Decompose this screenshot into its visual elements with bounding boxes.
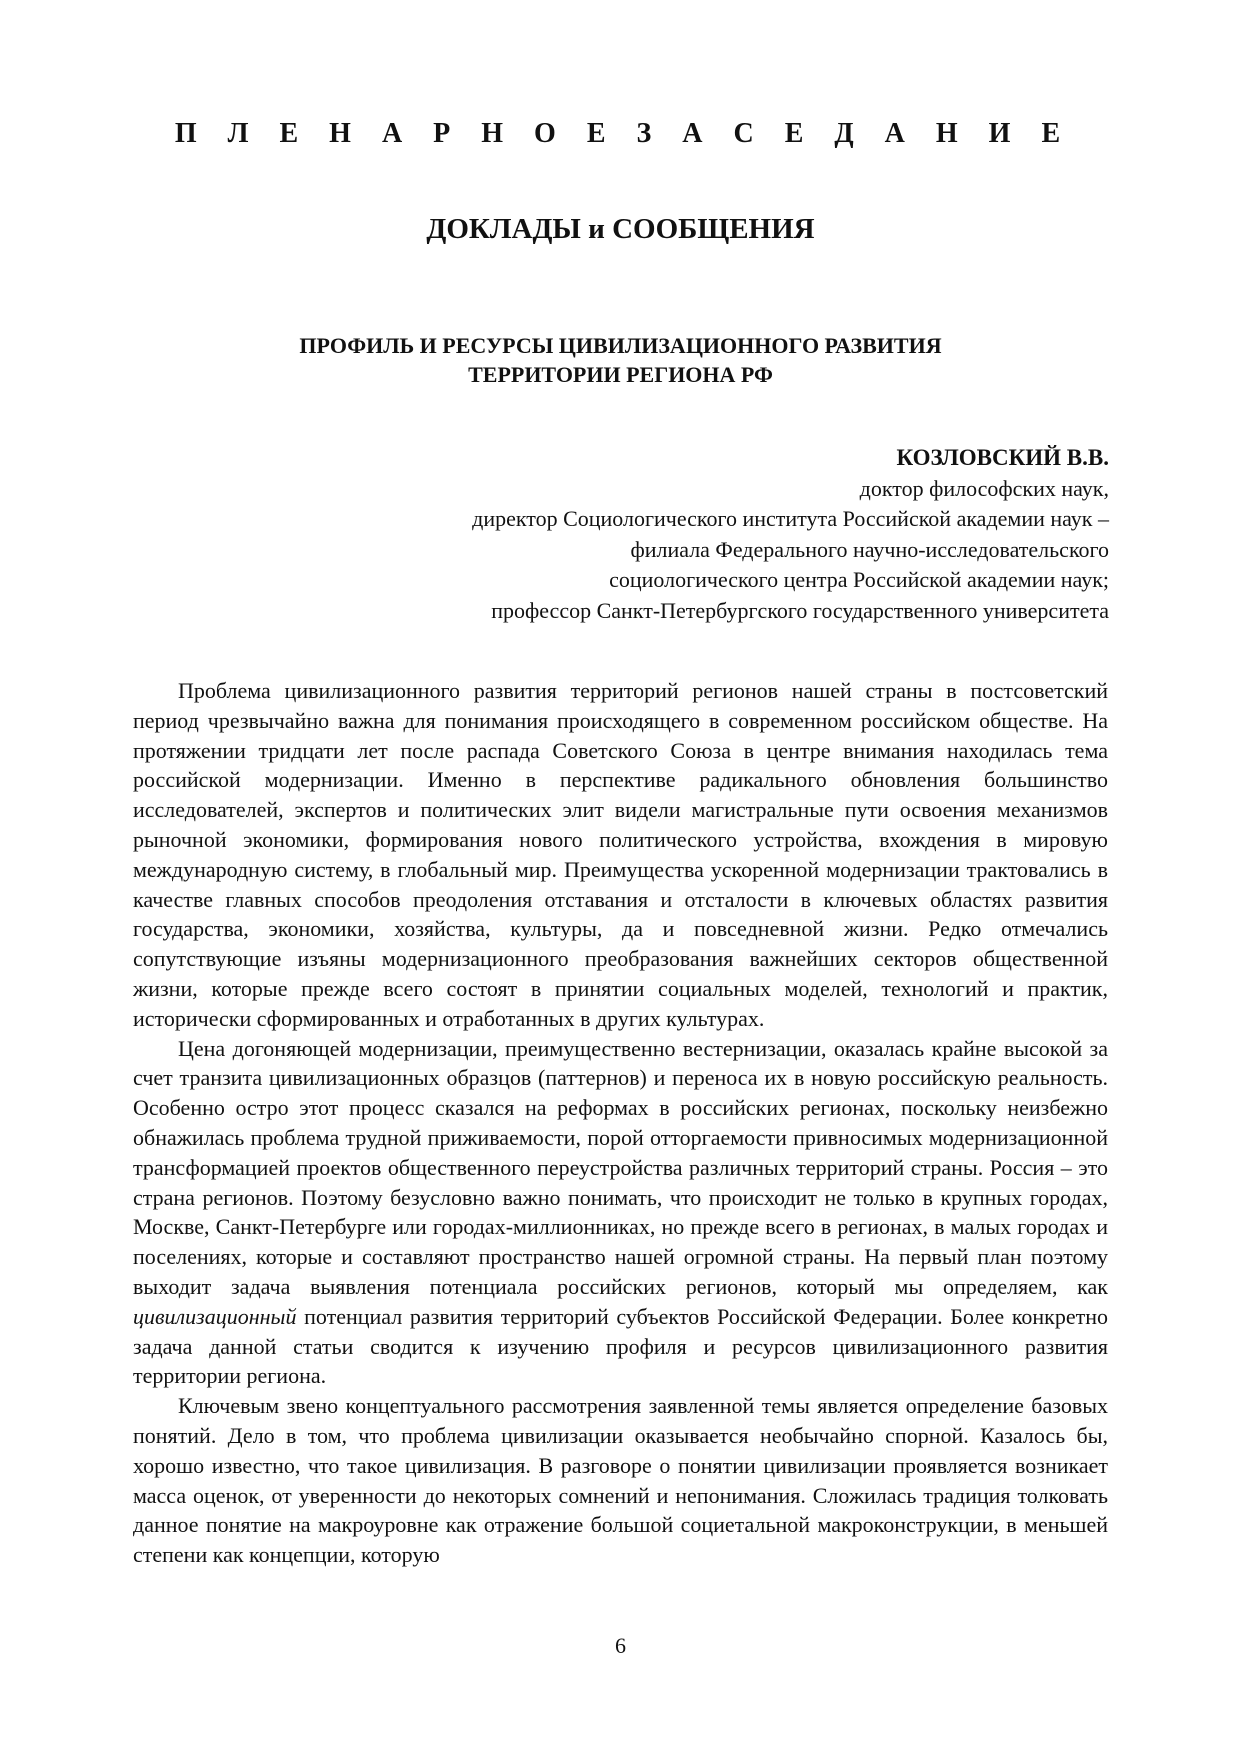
- paragraph-2: [133, 1034, 1108, 1392]
- article-title-line-2: ТЕРРИТОРИИ РЕГИОНА РФ: [468, 362, 773, 387]
- author-degree: доктор философских наук,: [859, 475, 1109, 501]
- author-name: КОЗЛОВСКИЙ В.В.: [896, 445, 1109, 470]
- article-title-line-1: ПРОФИЛЬ И РЕСУРСЫ ЦИВИЛИЗАЦИОННОГО РАЗВИТИЯ: [299, 333, 942, 358]
- paragraph-1: Проблема цивилизационного развития территорий регионов нашей страны в постсоветский период чрезвычайно важна для понимания происходящего в современном российском обществе. На протяжении тридцати лет после распада Советского Союза в центре внимания находилась тема российской модернизации. Именно в перспективе радикального обновления большинство исследователей, экспертов и политических элит видели магистральные пути освоения механизмов рыночной экономики, формирования нового политического устройства, вхождения в мировую международную систему, в глобальный мир. Преимущества ускоренной модернизации трактовались в качестве главных способов преодоления отставания и отсталости в ключевых областях развития государства, экономики, хозяйства, культуры, да и повседневной жизни. Редко отмечались сопутствующие изъяны модернизационного преобразования важнейших секторов общественной жизни, которые прежде всего состоят в принятии социальных моделей, технологий и практик, исторически сформированных и отработанных в других культурах.: [133, 678, 1108, 1031]
- article-body: [133, 676, 1108, 1570]
- author-position-line-1: директор Социологического института Российской академии наук –: [472, 506, 1109, 531]
- page-number: 6: [615, 1633, 626, 1658]
- author-professorship: профессор Санкт-Петербургского государственного университета: [491, 597, 1109, 623]
- author-position-line-2: филиала Федерального научно-исследовательского: [630, 536, 1109, 562]
- section-title: П Л Е Н А Р Н О Е З А С Е Д А Н И Е: [174, 118, 1073, 149]
- paragraph-3: Ключевым звено концептуального рассмотрения заявленной темы является определение базовых понятий. Дело в том, что проблема цивилизации оказывается необычайно спорной. Казалось бы, хорошо известно, что такое цивилизация. В разговоре о понятии цивилизации проявляется возникает масса оценок, от уверенности до некоторых сомнений и непонимания. Сложилась традиция толковать данное понятие на макроуровне как отражение большой социетальной макроконструкции, в меньшей степени как концепции, которую: [133, 1393, 1108, 1568]
- section-subtitle: ДОКЛАДЫ и СООБЩЕНИЯ: [426, 213, 815, 245]
- author-block: [209, 443, 1109, 626]
- paragraph-2-text-before: Цена догоняющей модернизации, преимущественно вестернизации, оказалась крайне высокой за счет транзита цивилизационных образцов (паттернов) и переноса их в новую российскую реальность. Особенно остро этот процесс сказался на реформах в российских регионах, поскольку неизбежно обнажилась проблема трудной приживаемости, порой отторгаемости привносимых модернизационной трансформацией проектов общественного переустройства различных территорий страны. Россия – это страна регионов. Поэтому безусловно важно понимать, что происходит не только в крупных городах, Москве, Санкт-Петербурге или городах-миллионниках, но прежде всего в регионах, в малых городах и поселениях, которые и составляют пространство нашей огромной страны. На первый план поэтому выходит задача выявления потенциала российских регионов, который мы определяем, как: [133, 1035, 1108, 1299]
- paragraph-2-italic-term: цивилизационный: [133, 1303, 297, 1329]
- article-title: [0, 331, 1241, 389]
- author-position-line-3: социологического центра Российской академии наук;: [609, 567, 1109, 592]
- paragraph-2-text-after: потенциал развития территорий субъектов Российской Федерации. Более конкретно задача данной статьи сводится к изучению профиля и ресурсов цивилизационного развития территории региона.: [133, 1303, 1108, 1389]
